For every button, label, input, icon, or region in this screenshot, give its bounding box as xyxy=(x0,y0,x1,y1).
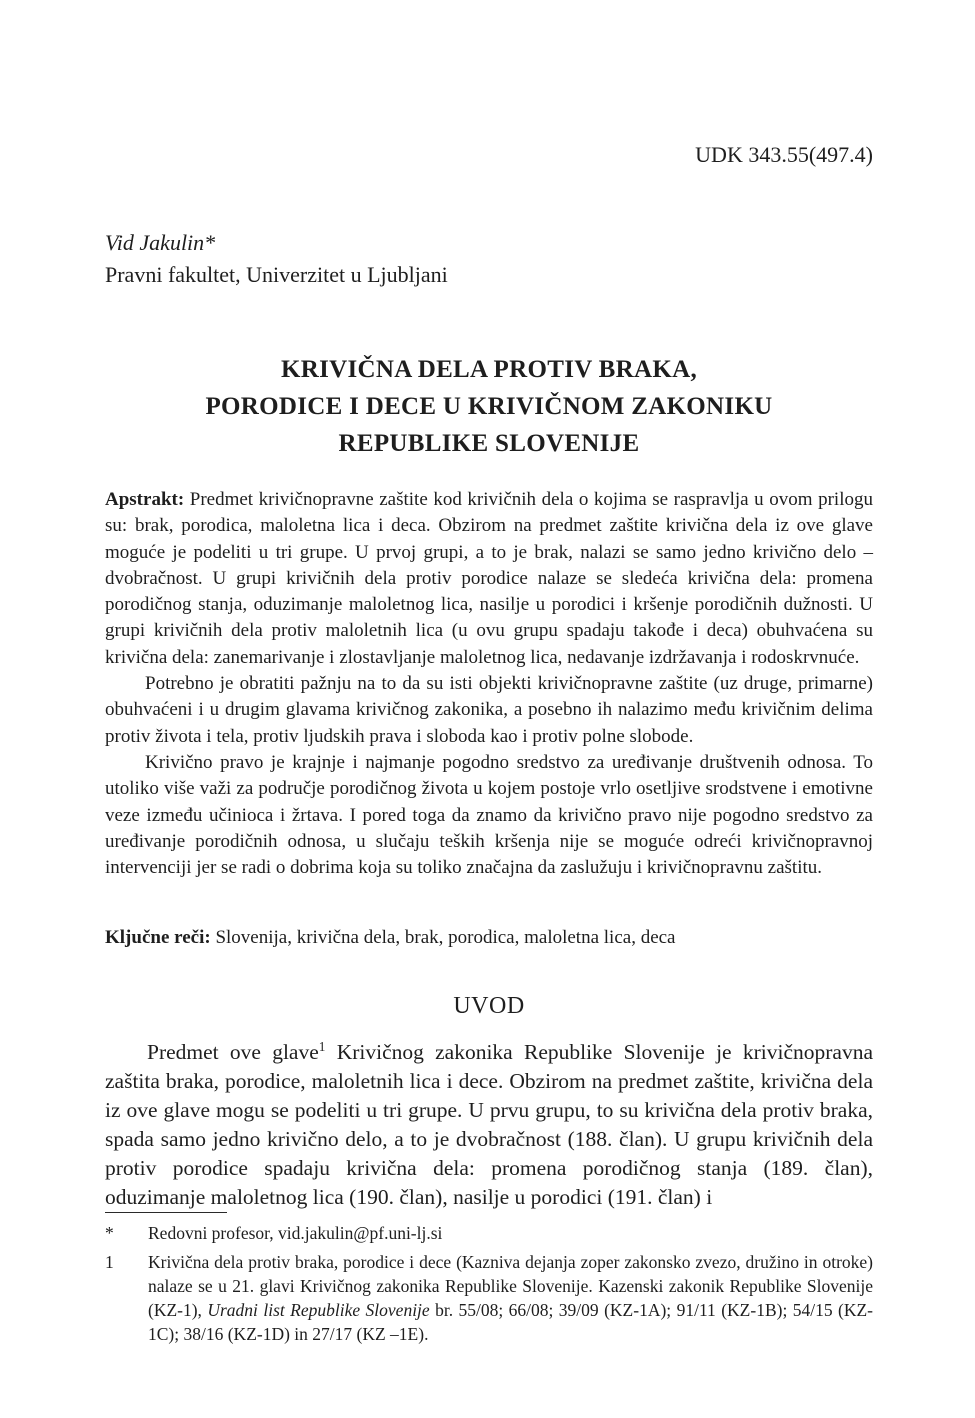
footnote-1 xyxy=(105,1250,873,1346)
abstract-block xyxy=(105,487,873,881)
footnote-1-text xyxy=(148,1250,873,1346)
intro-text-part-1: Predmet ove glave xyxy=(147,1040,319,1064)
author-block xyxy=(105,227,873,291)
abstract-paragraph-3: Krivično pravo je krajnje i najmanje pogodno sredstvo za uređivanje društvenih odnosa. To utoliko više važi za područje porodičnog života u kojem postoje vrlo osetljive srodstvene i emotivne veze između učinioca i žrtava. I pored toga da znamo da krivično pravo nije pogodno sredstvo za uređivanje porodičnih odnosa, u slučaju teških kršenja nije se moguće odreći krivičnopravnoj intervenciji jer se radi o dobrima koja su toliko značajna da zaslužuju i krivičnopravnu zaštitu. xyxy=(105,751,873,879)
keywords-line xyxy=(105,925,873,951)
author-affiliation: Pravni fakultet, Univerzitet u Ljubljani xyxy=(105,262,448,287)
footnote-star xyxy=(105,1221,873,1245)
article-title-line-2: PORODICE I DECE U KRIVIČNOM ZAKONIKU xyxy=(205,393,773,420)
abstract-label: Apstrakt: xyxy=(105,489,185,510)
abstract-text: Predmet krivičnopravne zaštite kod krivičnih dela o kojima se raspravlja u ovom prilogu su: brak, porodica, maloletna lica i deca. Obzirom na predmet zaštite krivična dela iz ove glave moguće je podeliti u tri grupe. U prvoj grupi, a to je brak, nalazi se samo jedno krivično delo – dvobračnost. U grupi krivičnih dela protiv porodice nalaze se sledeća krivična dela: promena porodičnog stanja, oduzimanje maloletnog lica, nasilje u porodici i kršenje porodičnih dužnosti. U grupi krivičnih dela protiv maloletnih lica (u ovu grupu spadaju takođe i deca) obuhvaćena su krivična dela: zanemarivanje i zlostavljanje maloletnog lica, nedavanje izdržavanja i rodoskrvnuće. xyxy=(105,489,873,668)
footnote-separator xyxy=(105,1212,227,1213)
footnote-1-marker: 1 xyxy=(105,1252,114,1272)
article-title xyxy=(85,351,893,462)
footnote-star-marker: * xyxy=(105,1223,114,1243)
intro-paragraph xyxy=(105,1038,873,1212)
intro-paragraph-text xyxy=(105,1038,873,1212)
udk-number: UDK 343.55(497.4) xyxy=(695,142,873,167)
footnote-star-text: Redovni profesor, vid.jakulin@pf.uni-lj.si xyxy=(148,1223,443,1243)
footnote-1-journal-name: Uradni list Republike Slovenije xyxy=(207,1300,430,1320)
keywords-label: Ključne reči: xyxy=(105,927,211,948)
footnotes-block xyxy=(105,1221,873,1351)
keywords-text: Slovenija, krivična dela, brak, porodica, maloletna lica, deca xyxy=(210,927,676,948)
author-name: Vid Jakulin* xyxy=(105,230,216,255)
abstract-paragraph-1 xyxy=(105,487,873,671)
abstract-paragraph-2: Potrebno je obratiti pažnju na to da su isti objekti krivičnopravne zaštite (uz druge, primarne) obuhvaćeni i u drugim glavama krivičnog zakonika, a posebno ih nalazimo među krivičnim delima protiv života i tela, protiv ljudskih prava i sloboda kao i protiv polne slobode. xyxy=(105,673,873,747)
footnote-1-part-2: br. 55/08; 66/08; 39/09 (KZ-1A); 91/11 (KZ-1B); 54/15 (KZ-1C); 38/16 (KZ-1D) in 27/17 (KZ –1E). xyxy=(148,1300,873,1344)
intro-text-part-2: Krivičnog zakonika Republike Slovenije je krivičnopravna zaštita braka, porodice, maloletnih lica i dece. Obzirom na predmet zaštite, krivična dela iz ove glave mogu se podeliti u tri grupe. U prvu grupu, to su krivična dela protiv braka, spada samo jedno krivično delo, a to je dvobračnost (188. član). U grupu krivičnih dela protiv porodice spadaju krivična dela: promena porodičnog stanja (189. član), oduzimanje maloletnog lica (190. član), nasilje u porodici (191. član) i xyxy=(105,1040,873,1209)
footnote-1-part-1: Krivična dela protiv braka, porodice i dece (Kazniva dejanja zoper zakonsko zvezo, družino in otroke) nalaze se u 21. glavi Krivičnog zakonika Republike Slovenije. Kazenski zakonik Republike Slovenije (KZ-1), xyxy=(148,1252,873,1320)
article-title-line-1: KRIVIČNA DELA PROTIV BRAKA, xyxy=(280,356,698,383)
footnote-reference-1: 1 xyxy=(318,1038,326,1054)
section-heading-uvod: UVOD xyxy=(453,993,525,1019)
article-title-line-3: REPUBLIKE SLOVENIJE xyxy=(338,430,640,457)
